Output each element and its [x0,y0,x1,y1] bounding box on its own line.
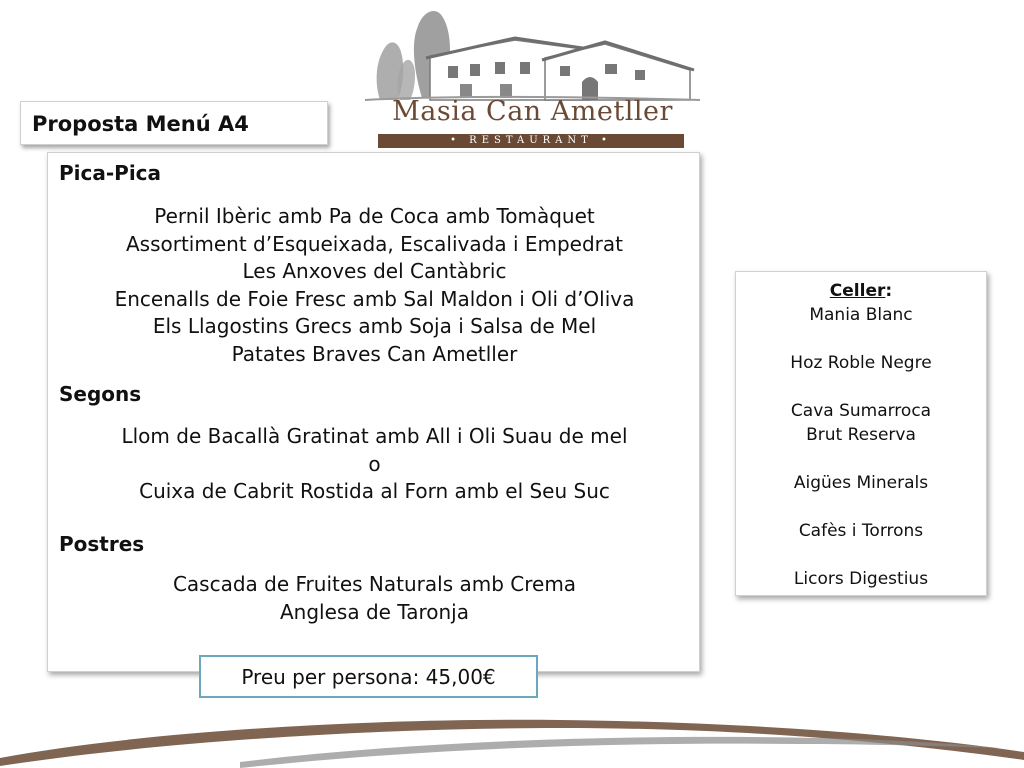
celler-card [735,271,987,596]
dish-item: o [368,451,381,476]
drink-item: Hoz Roble Negre [790,353,932,373]
dish-item: Pernil Ibèric amb Pa de Coca amb Tomàquet [154,204,595,228]
logo-subtitle: • RESTAURANT • [378,134,684,148]
dish-item: Encenalls de Foie Fresc amb Sal Maldon i Oli d’Oliva [114,286,635,311]
dish-list-pica-pica [48,203,701,368]
drink-item: Cafès i Torrons [798,521,924,541]
celler-list [736,279,986,591]
drink-item: Aigües Minerals [793,473,929,493]
decorative-swoosh [0,700,1024,768]
section-title-pica-pica: Pica-Pica [59,161,162,185]
menu-title: Proposta Menú A4 [32,112,249,136]
dish-list-segons [48,423,701,506]
section-title-segons: Segons [59,382,142,406]
dish-item: Cascada de Fruites Naturals amb Crema [172,572,577,596]
dish-list-postres [48,571,701,626]
dish-item: Els Llagostins Grecs amb Soja i Salsa de Mel [152,314,597,338]
dish-item: Les Anxoves del Cantàbric [242,259,507,283]
celler-colon: : [885,281,893,301]
price-box [199,655,538,698]
dish-item: Assortiment d’Esqueixada, Escalivada i Empedrat [125,231,623,256]
drink-item: Cava Sumarroca [790,401,932,421]
logo-name: Masia Can Ametller [392,96,673,127]
section-title-postres: Postres [59,532,145,556]
drink-item: Licors Digestius [793,569,929,589]
dish-item: Cuixa de Cabrit Rostida al Forn amb el Seu Suc [139,479,610,503]
menu-card [47,152,700,672]
dish-item: Anglesa de Taronja [280,599,469,624]
drink-item: Brut Reserva [806,425,916,445]
price-per-person: Preu per persona: 45,00€ [241,665,496,689]
celler-heading [736,279,986,303]
dish-item: Patates Braves Can Ametller [231,341,518,366]
dish-item: Llom de Bacallà Gratinat amb All i Oli Suau de mel [121,424,628,448]
masia-building-illustration [360,4,705,104]
restaurant-logo [360,4,705,149]
celler-label: Celler [829,281,886,301]
drink-item: Mania Blanc [809,305,913,325]
menu-title-box [20,101,328,145]
